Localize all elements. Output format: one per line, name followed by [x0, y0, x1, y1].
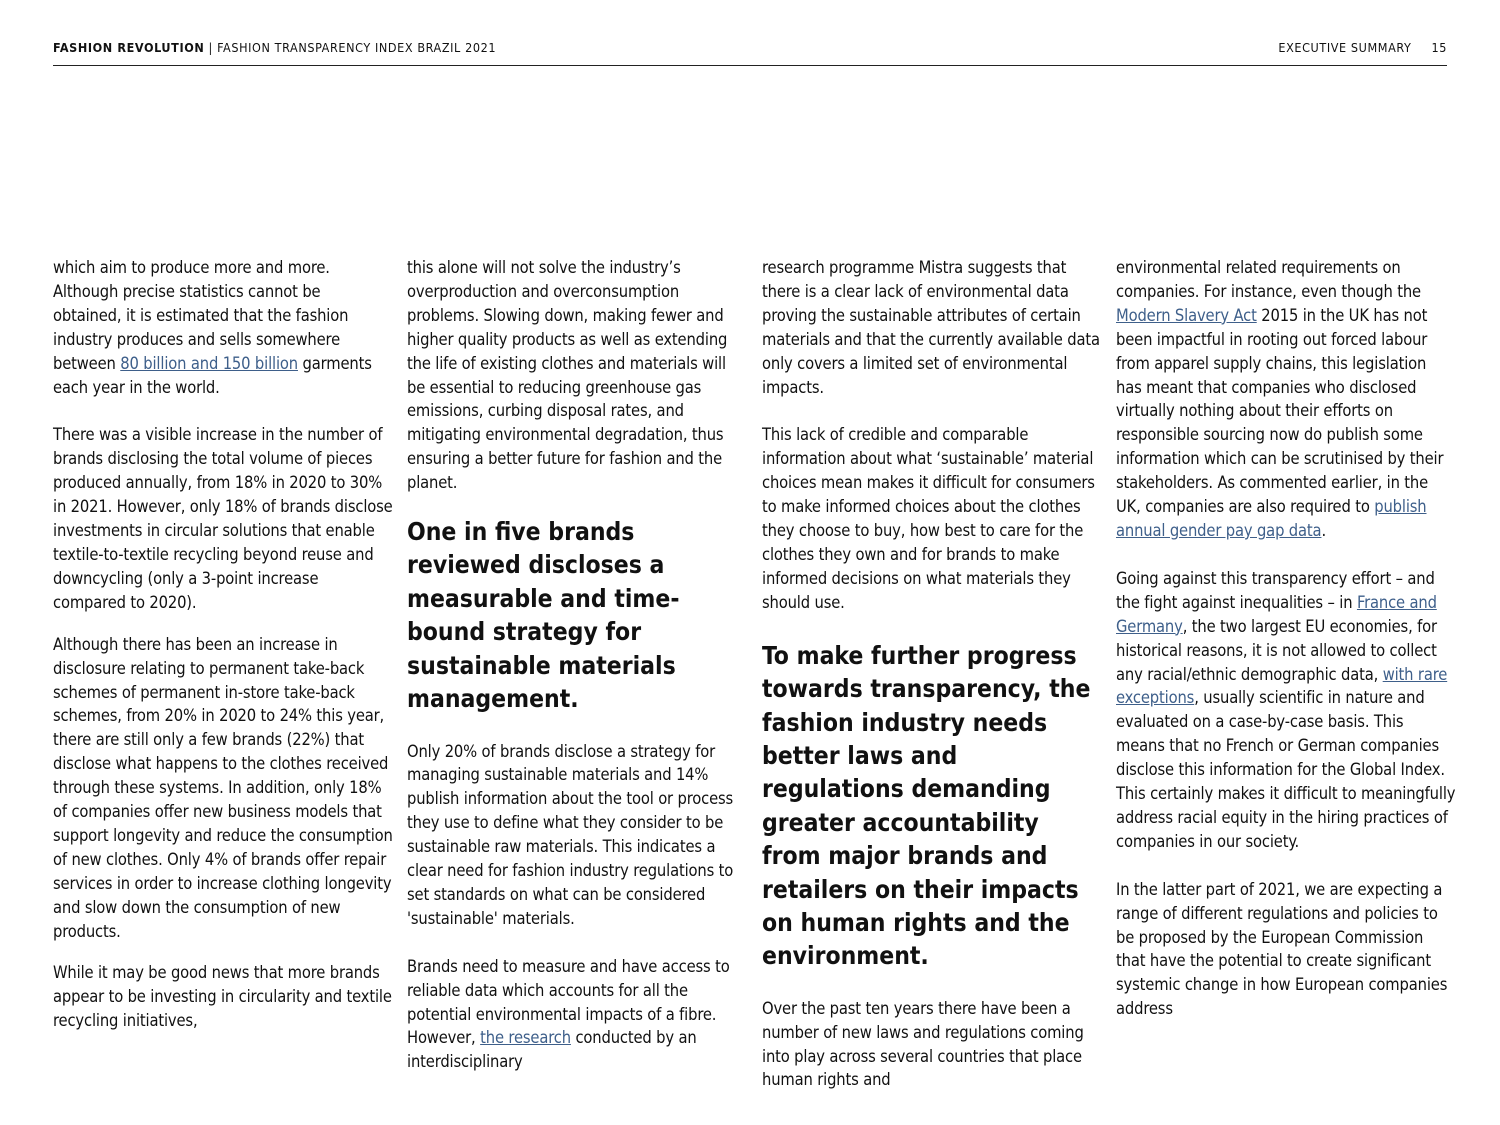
paragraph: Only 20% of brands disclose a strategy for managing sustainable materials and 14% publish information about the tool or process they use to define what they consider to be sustainable raw materials. This indicates a clear need for fashion industry regulations to set standards on what can be considered 'sustainable' materials. — [407, 741, 734, 928]
paragraph: In the latter part of 2021, we are expecting a range of different regulations and policies to be proposed by the European Commission that have the potential to create significant systemic change in how European companies address — [1116, 879, 1448, 1019]
text-column-3 — [762, 256, 1102, 1092]
text-span: environmental related requirements on companies. For instance, even though the — [1116, 258, 1421, 301]
page-header — [53, 38, 1447, 66]
text-span: Brands need to measure and have access to reliable data which accounts for all the potential environmental impacts of a fibre. However, — [407, 956, 730, 1048]
link-modern-slavery-act[interactable]: Modern Slavery Act — [1116, 305, 1257, 325]
text-span: which aim to produce more and more. Although precise statistics cannot be obtained, it is estimated that the fashion industry produces and sells somewhere between — [53, 258, 349, 373]
header-left — [53, 40, 496, 55]
text-column-4 — [1116, 256, 1456, 1021]
text-span: 2015 in the UK has not been impactful in rooting out forced labour from apparel supply chains, this legislation has meant that companies who disclosed virtually nothing about their efforts on responsible sourcing now do publish some information which can be scrutinised by their stakeholders. As commented earlier, in the UK, companies are also required to — [1116, 305, 1444, 517]
link-gender-pay-gap-data[interactable]: publish annual gender pay gap data — [1116, 497, 1427, 540]
link-garment-statistics[interactable]: 80 billion and 150 billion — [120, 353, 298, 373]
page-number: 15 — [1431, 40, 1447, 55]
text-span: , the two largest EU economies, for historical reasons, it is not allowed to collect any racial/ethnic demographic data, — [1116, 616, 1437, 684]
link-rare-exceptions[interactable]: with rare exceptions — [1116, 664, 1448, 708]
paragraph — [1116, 256, 1456, 543]
paragraph: While it may be good news that more brands appear to be investing in circularity and textile recycling initiatives, — [53, 963, 392, 1031]
paragraph: This lack of credible and comparable information about what ‘sustainable’ material choices mean makes it difficult for consumers to make informed choices about the clothes they choose to buy, how best to care for the clothes they own and for brands to make informed decisions on what materials they should use. — [762, 425, 1095, 612]
text-span: garments each year in the world. — [53, 353, 372, 397]
paragraph — [407, 955, 747, 1075]
pull-quote-heading: One in five brands reviewed discloses a measurable and time-bound strategy for sustainable materials management. — [407, 517, 680, 714]
header-separator: | — [204, 40, 218, 55]
pull-quote-heading: To make further progress towards transparency, the fashion industry needs better laws and regulations demanding greater accountability from major brands and retailers on their impacts on human rights and the environment. — [762, 640, 1091, 971]
paragraph: research programme Mistra suggests that there is a clear lack of environmental data proving the sustainable attributes of certain materials and that the currently available data only covers a limited set of environmental impacts. — [762, 258, 1100, 397]
publication-title: FASHION TRANSPARENCY INDEX BRAZIL 2021 — [217, 40, 497, 55]
text-span: , usually scientific in nature and evaluated on a case-by-case basis. This means that no French or German companies disclose this information for the Global Index. This certainly makes it difficult to meaningfully address racial equity in the hiring practices of companies in our society. — [1116, 688, 1456, 851]
paragraph: this alone will not solve the industry’s overproduction and overconsumption problems. Slowing down, making fewer and higher quality products as well as extending the life of existing clothes and materials will be essential to reducing greenhouse gas emissions, curbing disposal rates, and mitigating environmental degradation, thus ensuring a better future for fashion and the planet. — [407, 258, 728, 493]
section-title: EXECUTIVE SUMMARY — [1278, 40, 1412, 55]
paragraph: There was a visible increase in the number of brands disclosing the total volume of pieces produced annually, from 18% in 2020 to 30% in 2021. However, only 18% of brands disclose investments in circular solutions that enable textile-to-textile recycling beyond reuse and downcycling (only a 3-point increase compared to 2020). — [53, 425, 393, 612]
paragraph — [53, 256, 393, 399]
text-span: conducted by an interdisciplinary — [407, 1028, 697, 1072]
text-column-2 — [407, 256, 747, 1074]
link-france-and-germany[interactable]: France and Germany — [1116, 592, 1437, 636]
paragraph — [1116, 567, 1456, 854]
link-the-research[interactable]: the research — [480, 1028, 571, 1048]
text-span: . — [1321, 520, 1326, 540]
text-column-1 — [53, 256, 393, 1033]
header-right — [1278, 40, 1447, 55]
paragraph: Although there has been an increase in disclosure relating to permanent take-back schemes of permanent in-store take-back schemes, from 20% in 2020 to 24% this year, there are still only a few brands (22%) that disclose what happens to the clothes received through these systems. In addition, only 18% of companies offer new business models that support longevity and reduce the consumption of new clothes. Only 4% of brands offer repair services in order to increase clothing longevity and slow down the consumption of new products. — [53, 634, 393, 941]
text-span: Going against this transparency effort – and the fight against inequalities – in — [1116, 568, 1435, 612]
paragraph: Over the past ten years there have been a number of new laws and regulations coming into play across several countries that place human rights and — [762, 998, 1084, 1090]
brand-name: FASHION REVOLUTION — [53, 40, 205, 55]
